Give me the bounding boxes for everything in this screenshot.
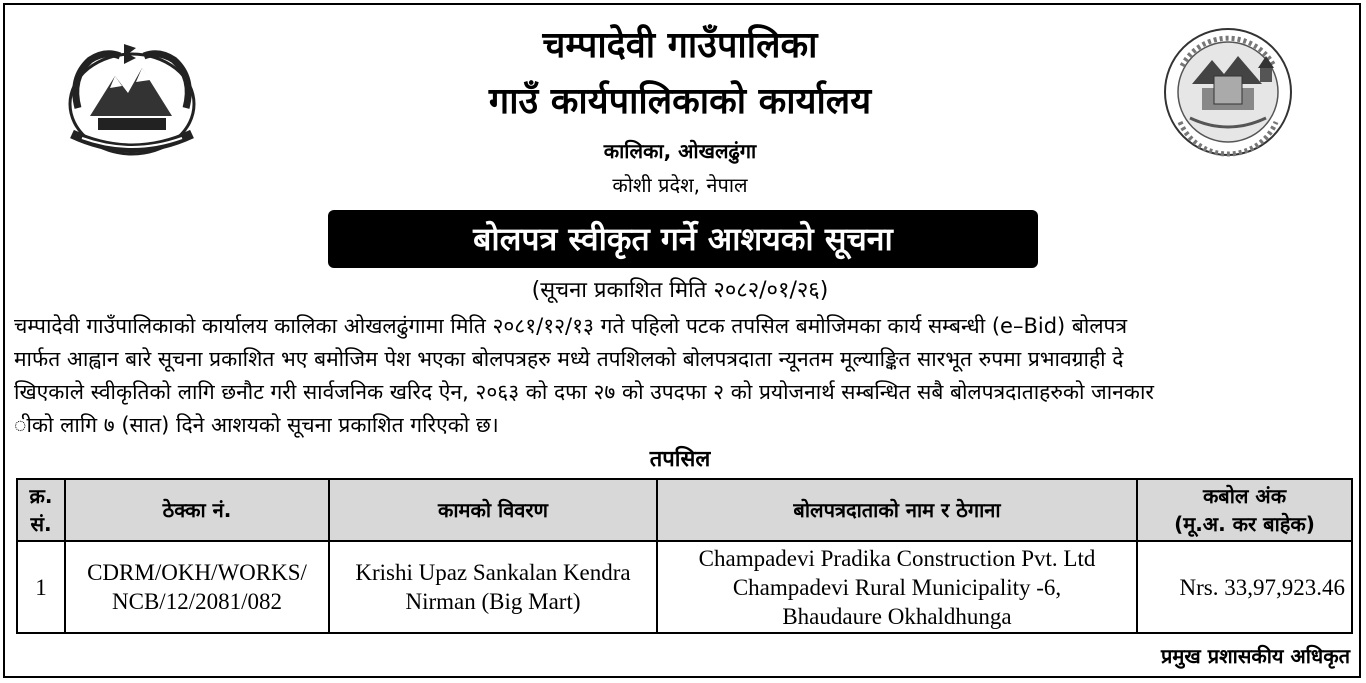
header-sn (17, 479, 65, 541)
notice-body-line: ीको लागि ७ (सात) दिने आशयको सूचना प्रकाशित गरिएको छ। (14, 413, 499, 437)
notice-body-line: मार्फत आह्वान बारे सूचना प्रकाशित भए बमोजिम पेश भएका बोलपत्रहरु मध्ये तपशिलको बोलपत्रदाता न्यूनतम मूल्याङ्कित सारभूत रुपमा प्रभावग्राही दे (14, 347, 1124, 371)
cell-contract-no (65, 541, 329, 633)
header-work-description: कामको विवरण (329, 479, 657, 541)
bid-table (16, 478, 1353, 634)
municipality-name: चम्पादेवी गाउँपालिका (542, 25, 818, 66)
office-address-line2: कोशी प्रदेश, नेपाल (612, 173, 748, 197)
header-amount-line2: (मू.अ. कर बाहेक) (1174, 512, 1315, 536)
bidder-line: Bhaudaure Okhaldhunga (782, 603, 1012, 629)
cell-amount: Nrs. 33,97,923.46 (1137, 541, 1352, 633)
cell-sn: 1 (17, 541, 65, 633)
bidder-line: Champadevi Rural Municipality -6, (732, 574, 1062, 600)
bidder-line: Champadevi Pradika Construction Pvt. Ltd (698, 545, 1096, 571)
cell-work-description (329, 541, 657, 633)
office-name: गाउँ कार्यपालिकाको कार्यालय (488, 81, 872, 122)
publication-date: (सूचना प्रकाशित मिति २०८२/०१/२६) (531, 278, 829, 303)
contract-line: NCB/12/2081/082 (112, 589, 282, 614)
contract-line: CDRM/OKH/WORKS/ (87, 560, 307, 585)
office-address-line1: कालिका, ओखलढुंगा (603, 139, 757, 163)
table-row (17, 541, 1352, 633)
work-line: Nirman (Big Mart) (405, 589, 581, 614)
signatory-title: प्रमुख प्रशासकीय अधिकृत (1161, 644, 1350, 668)
schedule-heading: तपसिल (649, 447, 711, 472)
header-sn-line2: सं. (30, 512, 52, 536)
work-line: Krishi Upaz Sankalan Kendra (355, 560, 631, 585)
header-amount-line1: कबोल अंक (1202, 484, 1287, 508)
header-amount (1137, 479, 1352, 541)
municipality-logo-icon (1162, 26, 1294, 158)
header-contract-no: ठेक्का नं. (65, 479, 329, 541)
notice-body (14, 310, 1350, 442)
notice-body-line: खिएकाले स्वीकृतिको लागि छनौट गरी सार्वजनिक खरिद ऐन, २०६३ को दफा २७ को उपदफा २ को प्रयोजनार्थ सम्बन्धित सबै बोलपत्रदाताहरुको जानकार (14, 380, 1154, 404)
notice-body-line: चम्पादेवी गाउँपालिकाको कार्यालय कालिका ओखलढुंगामा मिति २०८१/१२/१३ गते पहिलो पटक तपसिल बमोजिमका कार्य सम्बन्धी (e–Bid) बोलपत्र (14, 314, 1128, 338)
notice-title-banner: बोलपत्र स्वीकृत गर्ने आशयको सूचना (328, 210, 1038, 268)
nepal-emblem-icon (60, 38, 205, 163)
header-bidder: बोलपत्रदाताको नाम र ठेगाना (657, 479, 1137, 541)
header-sn-line1: क्र. (29, 484, 53, 508)
table-header-row (17, 479, 1352, 541)
cell-bidder (657, 541, 1137, 633)
